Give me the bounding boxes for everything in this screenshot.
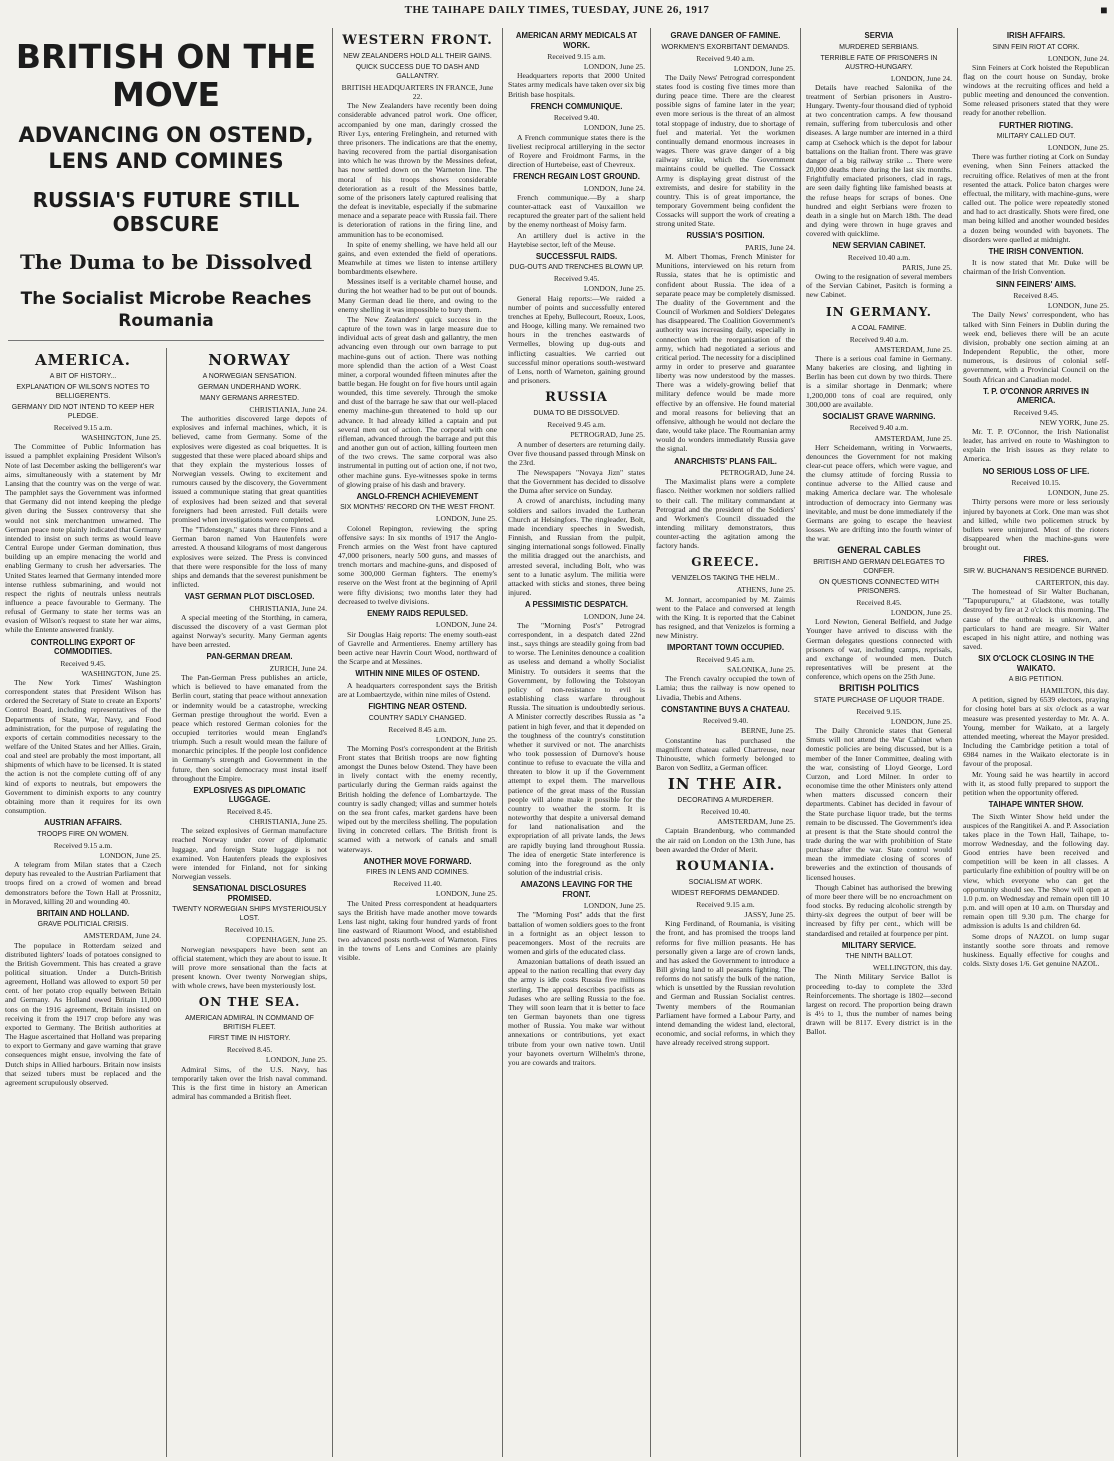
- article-paragraph: The Newspapers "Novaya Jizn" states that the Government has decided to dissolve the Duma after service on Sunday.: [508, 467, 645, 496]
- section-heading: GREECE.: [691, 555, 760, 570]
- article-heading: AMERICAN ARMY MEDICALS AT WORK.: [515, 31, 638, 50]
- section-heading: IN GERMANY.: [826, 304, 932, 319]
- dateline: ZURICH, June 24.: [269, 663, 327, 673]
- subheading: QUICK SUCCESS DUE TO DASH AND GALLANTRY.: [355, 64, 480, 80]
- article-paragraph: The New Zealanders' quick success in the capture of the town was in large measure due to individual acts of great dash and gallantry, the men advancing even through our own barrage to put machine-guns out of action. There was nothing more splendid than the action of a West Coast miner, a corporal wounded fifteen minutes after the battle began. He fought on for five hours until again wounded, this time severely. Through the smoke and dust of the barrage he saw that our well-placed enemy machine-gun threatened to hold up our advance. It had already killed a captain and put several men out of action. The corporal with one rifleman, advanced through the barrage and put this and another gun out of action, killing fourteen men of the two crews. The same corporal was also instrumental in putting out of action one, if not two, other machine guns. Eye-witnesses spoke in terms of glowing praise of his dash and bravery.: [338, 314, 497, 489]
- article-heading: WITHIN NINE MILES OF OSTEND.: [355, 669, 480, 679]
- lead-headlines: [5, 28, 327, 332]
- dateline: HAMILTON, this day.: [1040, 686, 1109, 696]
- article-paragraph: The Sixth Winter Show held under the auspices of the Rangitikei A. and P. Association takes place in the Town Hall, Taihape, to-morrow Wednesday, and the following day. Good entries have been received and competition will be keen in all classes. A particularly fine exhibition of poultry will be on view, which everyone who can get the opportunity should see. The Show will open at 1.0 p.m. on Wednesday and remain open till 10 p.m. and will open at 10 a.m. on Thursday and remain open till 9.30 p.m. The charge for admission is adults 1s and children 6d.: [963, 811, 1109, 931]
- dateline: LONDON, June 25.: [583, 62, 645, 72]
- dateline: SALONIKA, June 25.: [727, 665, 795, 675]
- dateline: LONDON, June 24.: [435, 620, 497, 630]
- dateline: LONDON, June 25.: [435, 514, 497, 524]
- dateline: PARIS, June 25.: [902, 262, 952, 272]
- article-heading: SERVIA: [864, 31, 894, 40]
- received-time: Received 9.45 a.m.: [696, 654, 755, 664]
- article-paragraph: Lord Newton, General Belfield, and Judge Younger have arrived to discuss with the German delegates questions connected with prisoners of war, including camps, reprisals, and exchange of wounded men. Dutch representatives will be present at the conference, which opens on the 25th June.: [806, 617, 952, 682]
- page-corner-mark: ■: [1100, 3, 1108, 17]
- article-paragraph: Thirty persons were more or less seriously injured by bayonets at Cork. One man was shot and killed, while two policemen struck by bullets were uninjured. Most of the rioters disappeared when the machine-guns were brought out.: [963, 497, 1109, 553]
- article-heading: RUSSIA'S POSITION.: [686, 231, 765, 241]
- article-paragraph: French communique.—By a sharp counter-attack east of Vauxaillon we recaptured the greater part of the salient held by the enemy northeast of Moisy farm.: [508, 192, 645, 230]
- column-western-front: [332, 28, 502, 1457]
- received-time: Received 9.40 a.m.: [849, 423, 909, 433]
- article-heading: AMAZONS LEAVING FOR THE FRONT.: [520, 880, 633, 899]
- article-paragraph: Messines itself is a veritable charnel house, and during the hot weather had to be put out of bounds. Many German dead lie there, and owing to the enemy shelling it was impossible to bury them.: [338, 277, 497, 314]
- article-paragraph: Constantine has purchased the magnificent chateau called Chartreuse, near Thinoustte, which formerly belonged to Baron von Sedlitz, a German officer.: [656, 735, 795, 772]
- article-heading: PAN-GERMAN DREAM.: [206, 652, 293, 662]
- article-paragraph: A headquarters correspondent says the British are at Lombaertzyde, within nine miles of Ostend.: [338, 680, 497, 699]
- received-time: Received 10.15.: [1011, 478, 1061, 488]
- article-paragraph: Some drops of NAZOL on lump sugar instantly soothe sore throats and remove huskiness. Equally effective for coughs and colds. Sixty doses 1/6. Get genuine NAZOL.: [963, 931, 1109, 968]
- article-heading: A PESSIMISTIC DESPATCH.: [525, 600, 628, 610]
- section-heading: ON THE SEA.: [198, 995, 301, 1010]
- headline-russia-future: RUSSIA'S FUTURE STILL OBSCURE: [32, 188, 300, 236]
- article-paragraph: The "Morning Post" adds that the first battalion of women soldiers goes to the front in a fortnight as an object lesson to peacemongers. Most of the recruits are women and girls of the educated class.: [508, 910, 645, 956]
- headline-duma: The Duma to be Dissolved: [19, 250, 313, 274]
- received-time: Received 9.15 a.m.: [53, 840, 113, 850]
- article-paragraph: The New York Times' Washington correspondent states that President Wilson has ordered the Secretary of State to create an Exports' Control Board, including representatives of the Departments of State, War, Navy, and Food administration, for the purpose of regulating the exports of certain commodities necessary to the welfare of the United States and her Allies. Grain, coal and steel are probably the most important, all shipments of which have to be licensed. It is stated the action is not the complete cutting off of any kind of exports to neutrals, but empowers the Government to diminish exports to any country obtaining more than it requires for its own consumption.: [5, 677, 161, 816]
- subheading: GERMANY DID NOT INTEND TO KEEP HER PLEDGE.: [11, 404, 155, 420]
- dateline: CHRISTIANIA, June 24.: [249, 405, 327, 414]
- article-paragraph: An artillery duel is active in the Haytebise sector, left of the Meuse.: [508, 230, 645, 249]
- article-paragraph: The homestead of Sir Walter Buchanan, "Tapupurupuru," at Gladstone, was totally destroyed by fire at 2 o'clock this morning. The cause of the outbreak is unknown, and particulars to hand are meagre. Sir Walter escaped in his night attire, and nothing was saved.: [963, 587, 1109, 651]
- dateline: WASHINGTON, June 25.: [81, 668, 161, 678]
- subheading: TWENTY NORWEGIAN SHIPS MYSTERIOUSLY LOST.: [172, 906, 327, 923]
- subheading: WORKMEN'S EXORBITANT DEMANDS.: [661, 43, 790, 51]
- article-heading: SIX O'CLOCK CLOSING IN THE WAIKATO.: [978, 654, 1094, 673]
- section-heading: IN THE AIR.: [667, 775, 784, 794]
- article-heading: FRENCH REGAIN LOST GROUND.: [513, 172, 640, 182]
- dateline: AMSTERDAM, June 25.: [717, 817, 795, 827]
- dateline: CHRISTIANIA, June 24.: [249, 603, 327, 613]
- received-time: Received 11.40.: [393, 879, 442, 889]
- article-paragraph: It is now stated that Mr. Duke will be chairman of the Irish Convention.: [963, 258, 1109, 277]
- received-time: Received 9.40.: [702, 716, 749, 726]
- section-heading: RUSSIA: [545, 390, 608, 406]
- subheading: BRITISH AND GERMAN DELEGATES TO CONFER.: [813, 558, 945, 575]
- article-paragraph: The Daily News' Petrograd correspondent states food is costing five times more than during peace time. There are the clearest possible signs of famine later in the year; even more serious is the threat of an almost total stoppage of industry, due to shortage of fuel and material. Yet the workmen continually demand enormous increases in wages. There was grave danger of a big railway strike, which the Government maintains could be quelled. The Cossack Army is displaying great distrust of the extremists, and desire for stability in the country. This is of great importance, the temporary Government being confident the Cossacks will support the work of creating a strong united State.: [656, 72, 795, 229]
- dateline: LONDON, June 25.: [265, 1055, 327, 1065]
- subheading: SINN FEIN RIOT AT CORK.: [992, 43, 1080, 51]
- article-paragraph: A special meeting of the Storthing, in camera, discussed the discovery of a vast German plot against Norway's security. Many German agents have been arrested.: [172, 612, 327, 650]
- received-time: Received 9.15 a.m.: [53, 423, 113, 432]
- subheading: TROOPS FIRE ON WOMEN.: [37, 830, 129, 838]
- article-paragraph: The New Zealanders have recently been doing considerable advanced patrol work. One officer, accompanied by one man, daringly crossed the River Lys, entering Frelinghein, and returned with three prisoners. The indications are that the enemy, having recovered from the partial disorganisation into which he was thrown by the Messines defeat, has now settled down on the Warneton line. The moral of his troops shows considerable deterioration as a result of the Messines battle, some of the prisoners lately captured realising that the defeat is inevitable, especially if the submarine menace and a separate peace with Russia fail. There is deterioration of rations in the firing line, and ammunition has to be economised.: [338, 101, 497, 239]
- received-time: Received 9.15 a.m.: [696, 899, 755, 909]
- dateline: WASHINGTON, June 25.: [81, 433, 161, 443]
- article-paragraph: The Ninth Military Service Ballot is proceeding to-day to complete the 33rd Reinforcements. The shortage is 1802—second largest on record. The proportion being drawn is 4½ to 1, thus the number of names being drawn will be 8117. Every district is in the Ballot.: [806, 972, 952, 1037]
- article-heading: EXPLOSIVES AS DIPLOMATIC LUGGAGE.: [193, 785, 306, 805]
- article-paragraph: The seized explosives of German manufacture reached Norway under cover of diplomatic luggage, and foreign State luggage is not examined. Von Hautenfers pleads the explosives were intended for Finland, not for sinking Norwegian vessels.: [172, 826, 327, 882]
- article-paragraph: Norwegian newspapers have been sent an official statement, which they are about to issue. It will prove more sensational than the facts at present known. Over twenty Norwegian ships, with whole crews, have been mysteriously lost.: [172, 944, 327, 991]
- received-time: Received 8.45.: [226, 806, 273, 816]
- received-time: Received 8.45.: [226, 1045, 273, 1055]
- dateline: LONDON, June 25.: [583, 901, 645, 911]
- article-heading: NO SERIOUS LOSS OF LIFE.: [982, 466, 1090, 476]
- subheading: A BIT OF HISTORY...: [49, 373, 117, 380]
- subheading: ON QUESTIONS CONNECTED WITH PRISONERS.: [819, 578, 939, 595]
- dateline: LONDON, June 24.: [583, 183, 645, 193]
- article-paragraph: King Ferdinand, of Roumania, is visiting the front, and has promised the troops land reforms for five million peasants. He has personally given a large are of crown lands, and has asked the Government to introduce a Bill giving land to all peasants fighting. The reforms do not satisfy the bulk of the nation, which is unsettled by the Russian revolution and German and Russian Socialist centres. Twenty members of the Roumanian Parliament have formed a Labour Party, and intend demanding the widest land, electoral, economic, and social reforms, in which they have already received strong support.: [656, 919, 795, 1048]
- dateline: LONDON, June 25.: [583, 123, 645, 133]
- dateline: BRITISH HEADQUARTERS IN FRANCE, June 22.: [341, 83, 494, 102]
- dateline: LONDON, June 25.: [583, 284, 645, 294]
- article-paragraph: General Haig reports:—We raided a number of points and successfully entered trenches at Epehy, Bullecourt, Roeux, Loos, and Hooge, killing many. We remained two hours in the trenches eastwards of Vermelles, blowing up dug-outs and inflicting casualties. We carried out successful minor operations south-westward of Lens, north of Warneton, gaining ground and prisoners.: [508, 293, 645, 386]
- article-heading: MILITARY SERVICE.: [841, 940, 917, 950]
- dateline: LONDON, June 24.: [1047, 53, 1109, 63]
- article-paragraph: A petition, signed by 6539 electors, praying for closing hotel bars at six o'clock as a war measure was presented yesterday to Mr. A. A. Young, member for Waikato, at a largely attended meeting, whereat the Mayor presided. Including the Cambridge petition a total of 6984 names in the Waikato electorate is in favour of the proposal.: [963, 695, 1109, 769]
- article-heading: AUSTRIAN AFFAIRS.: [44, 818, 122, 828]
- article-paragraph: The populace in Rotterdam seized and distributed lighters' loads of potatoes consigned to the British Government. This has created a grave political situation. Under a Dutch-British agreement, Holland was allowed to export 50 per cent. of her potato crop equally between Britain and Germany. As Holland owed Britain 11,000 tons on the 1916 agreement, Britain insisted on receiving it from the 1917 crop before any was exported to Germany. The British authorities at The Hague ascertained that Holland was preparing to export to Germany and gave warning that grave consequences might ensue, involving the fate of Dutch ships in Allied harbours. Britain now insists that seized tubers must be replaced and the agreement scrupulously observed.: [5, 940, 161, 1087]
- received-time: Received 10.40.: [700, 807, 751, 817]
- section-heading: ROUMANIA.: [675, 858, 776, 874]
- subheading: THE NINTH BALLOT.: [845, 953, 913, 961]
- article-heading: ANOTHER MOVE FORWARD.: [363, 856, 472, 866]
- dateline: LONDON, June 25.: [733, 63, 795, 73]
- subheading: AMERICAN ADMIRAL IN COMMAND OF BRITISH FLEET.: [185, 1015, 314, 1032]
- received-time: Received 8.45.: [1013, 291, 1059, 301]
- dateline: JASSY, June 25.: [744, 910, 795, 920]
- article-paragraph: Owing to the resignation of several members of the Servian Cabinet, Pasitch is forming a new Cabinet.: [806, 272, 952, 300]
- article-paragraph: A French communique states there is the liveliest reciprocal artillerying in the sector of Royere and Froidmont Farms, in the direction of Hurtebeise, east of Chevreux.: [508, 132, 645, 170]
- article-heading: VAST GERMAN PLOT DISCLOSED.: [184, 592, 315, 602]
- section-heading: WESTERN FRONT.: [342, 33, 493, 48]
- received-time: Received 9.40 a.m.: [696, 53, 755, 63]
- article-heading: NEW SERVIAN CABINET.: [832, 241, 926, 251]
- headline-socialist-microbe: The Socialist Microbe Reaches Roumania: [20, 289, 312, 331]
- article-paragraph: Though Cabinet has authorised the brewing of more beer there will be no encroachment on food stocks. By reducing alcoholic strength by thirty-six degrees the output of beer will be increased by fifty per cent., which will be standardised and retailed at fourpence per pint.: [806, 882, 952, 938]
- article-paragraph: A telegram from Milan states that a Czech deputy has revealed to the Austrian Parliament that troops fired on a crowd of women and bread demonstrators before the Town Hall at Prossnitz, in Moraved, killing 20 and wounding 40.: [5, 860, 161, 906]
- article-paragraph: Captain Brandenburg, who commanded the air raid on London on the 13th June, has been awarded the Order of Merit.: [656, 826, 795, 854]
- article-paragraph: The "Morning Post's" Petrograd correspondent, in a despatch dated 22nd inst., says things are steadily going from bad to worse. The Leninites denounce a coalition as useless and demand a wholly Socialist Ministry. To outsiders it seems that the Government, by following the Tolstoyan policy of non-resistance to evil is establishing class warfare throughout Russia. The situation is undoubtedly serious. A Minister correctly describes Russia as "a patient in high fever, and that it depended on the toughness of the country's constitution whether it survived or not. The anarchists who took possession of Durnove's house continue to refuse to evacuate the villa and threaten to blow it up if the Government attempt to expel them. The marvellous patience of the great mass of the Russian people will alone make it possible for the country to weather the storm. It is noteworthy that despite a universal demand for land nationalisation and the expropriation of all private lands, the Jews are rapidly buying land throughout Russia. The idea of energetic State interference is coming into the foreground as the only solution of the industrial crisis.: [508, 620, 645, 878]
- headline-advancing: ADVANCING ON OSTEND, LENS AND COMINES: [18, 123, 314, 173]
- subheading: MILITARY CALLED OUT.: [996, 133, 1076, 141]
- dateline: LONDON, June 25.: [890, 716, 952, 726]
- dateline: LONDON, June 25.: [435, 889, 497, 899]
- subheading: A COAL FAMINE.: [851, 324, 907, 332]
- column-american-russia: [502, 28, 650, 1457]
- dateline: NEW YORK, June 25.: [1039, 417, 1109, 427]
- article-paragraph: Herr Scheidemann, writing in Vorwaerts, denounces the Government for not making clear-cut peace offers, which were vague, and the clumsy attitude of forcing Russia to continue adverse to the Allied cause and making America declare war. The wholesale introduction of democracy into Germany was inevitable, and must be done immediately if the Germans are going to escape the heaviest losses. We are drifting into the fourth winter of the war.: [806, 442, 952, 544]
- received-time: Received 9.15 a.m.: [547, 52, 606, 61]
- received-time: Received 10.15.: [224, 925, 275, 935]
- received-time: Received 9.45.: [60, 658, 106, 668]
- article-paragraph: Sir Douglas Haig reports: The enemy south-east of Gavrelle and Armentieres. Enemy artillery has been active near Havrin Court Wood, northward of the Scarpe and at Messines.: [338, 629, 497, 667]
- received-time: Received 8.45 a.m.: [388, 724, 447, 734]
- article-paragraph: The authorities discovered large depots of explosives and infernal machines, which, it is believed, came from Germany. Some of the explosives were digested as coal briquettes. It is suggested that these were placed aboard ships and that they explain the mysterious losses of Norwegian vessels. Owing to excitement and rumours caused by the discovery, the Government issued a communique stating that great quantities of explosives had been seized and that several foreigners had been arrested. Full details were promised when investigations were completed.: [172, 414, 327, 524]
- dateline: AMSTERDAM, June 24.: [83, 931, 161, 941]
- dateline: BERNE, June 25.: [741, 726, 795, 736]
- received-time: Received 9.45.: [1013, 407, 1059, 417]
- article-heading: SOCIALIST GRAVE WARNING.: [822, 411, 936, 421]
- article-heading: FIRES.: [1023, 555, 1049, 565]
- column-irish-local: [957, 28, 1114, 1457]
- article-heading: BRITAIN AND HOLLAND.: [36, 908, 130, 918]
- dateline: AMSTERDAM, June 25.: [874, 433, 952, 443]
- subheading: TERRIBLE FATE OF PRISONERS IN AUSTRO-HUNGARY.: [820, 54, 938, 71]
- subheading: DECORATING A MURDERER.: [677, 797, 774, 805]
- dateline: LONDON, June 24.: [890, 73, 952, 83]
- subheading: A NORWEGIAN SENSATION.: [202, 373, 297, 380]
- article-heading: ENEMY RAIDS REPULSED.: [367, 608, 468, 618]
- received-time: Received 10.40 a.m.: [847, 252, 911, 262]
- article-heading: SENSATIONAL DISCLOSURES PROMISED.: [192, 884, 307, 903]
- dateline: LONDON, June 25.: [435, 734, 497, 744]
- article-heading: SINN FEINERS' AIMS.: [996, 279, 1076, 289]
- article-paragraph: There is a serious coal famine in Germany. Many bakeries are closing, and lighting in Berlin has been cut down by two thirds. There is a similar shortage in Denmark; where 1,200,000 tons of coal are required, only 300,000 are available.: [806, 353, 952, 409]
- dateline: PETROGRAD, June 24.: [720, 468, 795, 478]
- article-heading: THE IRISH CONVENTION.: [988, 246, 1084, 256]
- article-heading: ANARCHISTS' PLANS FAIL.: [674, 456, 777, 466]
- subheading: GERMAN UNDERHAND WORK.: [197, 384, 302, 391]
- column-servia-germany: [800, 28, 957, 1457]
- subheading: MURDERED SERBIANS.: [839, 43, 919, 51]
- subheading: FIRES IN LENS AND COMINES.: [366, 869, 469, 877]
- article-paragraph: M. Albert Thomas, French Minister for Munitions, interviewed on his return from Russia, states that he is optimistic and confident about Russia. The idea of a separate peace may be completely dismissed. The duality of the Government and the Council of Workmen and Soldiers' Delegates has disappeared. The Coalition Government's authority was increasing daily, especially in connection with the reorganisation of the army, which had negotiated a serious and critical period. The necessity for a disciplined army in order to preserve and guarantee liberty was now understood by the masses. There was a widely-growing belief that military defence would be made more effective by an offensive. He found material and moral reasons for believing that an offensive, although he would not declare the date, would take place. The Roumanian army would do wonders immediately Russia gave the signal.: [656, 252, 795, 454]
- article-paragraph: A crowd of anarchists, including many soldiers and sailors invaded the Lutheran Church at Helsingfors. The ringleader, Bolt, made incendiary speeches in Swedish, Finnish, and Russian from the pulpit, singing international songs followed. Finally the militia dragged out the anarchists, and arrested several, including Bolt, who was sent to a lunatic asylum. The militia were attacked with sticks and stones, three being injured.: [508, 496, 645, 597]
- article-heading: BRITISH POLITICS: [838, 683, 919, 694]
- article-paragraph: The Morning Post's correspondent at the British Front states that British troops are now fighting amongst the Dunes below Ostend. They have been in lively contact with the enemy recently, particularly during the German raids against the British holding the defence of Lombartzyde. The country is sadly changed; villas and summer hotels on the sea front cafes, market gardens have been wiped out by the merciless shelling. The population living in concreted cellars. The British front is scamed with a network of canals and small waterways.: [338, 743, 497, 854]
- dateline: LONDON, June 25.: [1047, 488, 1109, 498]
- dateline: PARIS, June 24.: [745, 242, 795, 252]
- article-paragraph: The Daily Chronicle states that General Smuts will not attend the War Cabinet when domestic policies are being discussed, but is a member of the Inner Committee, dealing with the war, consisting of Lloyd George, Lord Curzon, and Lord Milner. In order to economise time the other Ministers only attend when matters discussed concern their departments. Cabinet has decided in favour of the State purchase liquor trade, but the terms remain to be discussed. The Government's idea at present is that the State should control the trade during the war with prohibition of State purchase after the war. State control would mean the immediate closing of scores of breweries and the extinction of thousands of licensed houses.: [806, 726, 952, 882]
- subheading: SOCIALISM AT WORK.: [688, 878, 763, 886]
- article-paragraph: In spite of enemy shelling, we have held all our gains, and even extended the field of operations. Meanwhile at times we listen to intense artillery bombardments elsewhere.: [338, 239, 497, 277]
- masthead: [0, 0, 1114, 20]
- section-heading: NORWAY: [208, 351, 291, 369]
- article-paragraph: The French cavalry occupied the town of Lamia; thus the railway is now opened to Livadia, Thebis and Athens.: [656, 674, 795, 702]
- article-paragraph: A number of deserters are returning daily. Over five thousand passed through Minsk on the 23rd.: [508, 439, 645, 467]
- subheading: SIR W. BUCHANAN'S RESIDENCE BURNED.: [963, 567, 1109, 575]
- article-paragraph: Mr. Young said he was heartily in accord with it, as stood fully prepared to support the petition when the opportunity offered.: [963, 769, 1109, 797]
- article-paragraph: The Daily News' correspondent, who has talked with Sinn Feiners in Dublin during the week end, believes there will be an acute division, probably one section aiming at an Independent Republic, the other, more numerous, is desirous of colonial self-government, with a Provincial Council on the South African and Canadian model.: [963, 310, 1109, 384]
- article-paragraph: Colonel Repington, reviewing the spring offensive says: In six months of 1917 the Anglo-French armies on the West front have captured 47,000 prisoners, nearly 500 guns, and masses of trench mortars and machine-guns, and disposed of some 300,000 German fighters. The enemy's reserve on the West front at the beginning of April were fifty divisions; two months later they had decreased to twelve divisions.: [338, 523, 497, 606]
- article-paragraph: The United Press correspondent at headquarters says the British have made another move towards Lens last night, taking four hundred yards of front line eastward of Riaumont Wood, and established two advanced posts north-west of Warneton. Fires in the towns of Lens and Comines are plainly visible.: [338, 898, 497, 963]
- article-heading: IRISH AFFAIRS.: [1006, 31, 1066, 40]
- received-time: Received 9.40.: [553, 113, 600, 123]
- lead-columns: [0, 348, 332, 1457]
- masthead-title: THE TAIHAPE DAILY TIMES, TUESDAY, JUNE 26, 1917: [404, 4, 710, 16]
- article-paragraph: Amazonian battalions of death issued an appeal to the nation recalling that every day the army is idle costs Russia five millions sterling. The appeal describes pacifists as Judases who are selling Russia to the foe. They will soon learn that it is better to face ten German bayonets than one tigress mother of Russia. You make war without annexations or contributions, yet exact tribute from your own native town. Until your bayonets overturn Wilhelm's throne, you are cowards and traitors.: [508, 957, 645, 1067]
- article-heading: TAIHAPE WINTER SHOW.: [988, 800, 1084, 809]
- dateline: CARTERTON, this day.: [1035, 577, 1109, 587]
- article-paragraph: Mr. T. P. O'Connor, the Irish Nationalist leader, has arrived en route to Washington to explain the Irish issues as they relate to America.: [963, 427, 1109, 464]
- subheading: DUG-OUTS AND TRENCHES BLOWN UP.: [509, 264, 644, 272]
- subheading: WIDEST REFORMS DEMANDED.: [671, 889, 780, 897]
- article-paragraph: M. Jonnart, accompanied by M. Zaimis went to the Palace and conversed at length with the King. It is reported that the Cabinet has resigned, and that Venizelos is forming a new Ministry.: [656, 594, 795, 641]
- lead-divider: [8, 340, 324, 341]
- article-paragraph: The Pan-German Press publishes an article, which is believed to have emanated from the Berlin court, stating that peace without annexation or indemnity would be a catastrophe, wrecking German prestige throughout the world. Even a peace which restored German colonies for the occupied territories would mean England's triumph. Such a result would mean the failure of monarchic principles. If the people lost confidence in Germany's strength and Government in the future, then social democracy must instal itself throughout the Empire.: [172, 673, 327, 783]
- article-paragraph: There was further rioting at Cork on Sunday evening, when Sinn Feiners attacked the recruiting office. Relatives of men at the front resented the attack. Police baton charges were effectual, the military, with machine-guns, were called out. The police were repeatedly stoned and had to act drastically. Shots were fired, one man being killed and another wounded besides a dozen being wounded with bayonets. The disorders were quelled at midnight.: [963, 152, 1109, 244]
- column-norway: [166, 348, 332, 1457]
- dateline: WELLINGTON, this day.: [872, 963, 952, 973]
- column-famine-greece: [650, 28, 800, 1457]
- dateline: LONDON, June 24.: [583, 611, 645, 621]
- article-paragraph: Admiral Sims, of the U.S. Navy, has temporarily taken over the Irish naval command. This is the first time in history an American admiral has commanded a British fleet.: [172, 1064, 327, 1102]
- dateline: AMSTERDAM, June 25.: [874, 344, 952, 354]
- article-paragraph: Details have reached Salonika of the treatment of Serbian prisoners in Austro-Hungary. Twenty-four thousand died of typhoid at two concentration camps. A few thousand remain, suffering from tuberculosis and other diseases. A large number are interned in a third camp at Csehock which is the depot for labour battalions on the Italian front. There was grave danger of a big railway strike ... There were 20,000 deaths there during the last six months. Frightfully emaciated prisoners, clad in rags, are seen daily fighting like famished beasts at the refuse heaps for scraps of bones. One hundred and eight Serbians were frozen to death in a single hut on March 18th. The dead and dying were thrown in huge graves and covered with quicklime.: [806, 82, 952, 239]
- article-paragraph: Sinn Feiners at Cork hoisted the Republican flag on the court house on Sunday, broke windows at the recruiting offices and held a public meeting and denounced the convention. Some released prisoners stated that they were ready for another rebellion.: [963, 62, 1109, 118]
- article-heading: GRAVE DANGER OF FAMINE.: [670, 31, 781, 40]
- lead-section: [0, 28, 332, 1457]
- received-time: Received 9.40 a.m.: [849, 334, 909, 344]
- dateline: PETROGRAD, June 25.: [570, 430, 645, 440]
- subheading: DUMA TO BE DISSOLVED.: [533, 410, 620, 418]
- article-heading: FRENCH COMMUNIQUE.: [530, 101, 623, 111]
- received-time: Received 9.15.: [856, 706, 902, 716]
- article-heading: FURTHER RIOTING.: [998, 120, 1074, 130]
- article-heading: CONSTANTINE BUYS A CHATEAU.: [661, 704, 790, 714]
- subheading: FIRST TIME IN HISTORY.: [208, 1035, 291, 1043]
- article-heading: IMPORTANT TOWN OCCUPIED.: [666, 643, 785, 653]
- article-heading: T. P. O'CONNOR ARRIVES IN AMERICA.: [983, 386, 1089, 406]
- article-paragraph: Headquarters reports that 2000 United States army medicals have taken over six big British base hospitals.: [508, 71, 645, 99]
- subheading: A BIG PETITION.: [1008, 676, 1064, 684]
- article-heading: FIGHTING NEAR OSTEND.: [368, 702, 467, 712]
- section-heading: AMERICA.: [35, 351, 131, 369]
- article-heading: SUCCESSFUL RAIDS.: [535, 251, 618, 261]
- received-time: Received 9.45.: [553, 274, 600, 284]
- dateline: COPENHAGEN, June 25.: [246, 935, 327, 945]
- article-heading: ANGLO-FRENCH ACHIEVEMENT: [356, 491, 479, 501]
- subheading: SIX MONTHS' RECORD ON THE WEST FRONT.: [340, 504, 495, 512]
- subheading: VENIZELOS TAKING THE HELM..: [671, 575, 780, 583]
- dateline: LONDON, June 25.: [1047, 143, 1109, 153]
- received-time: Received 8.45.: [856, 597, 902, 607]
- dateline: CHRISTIANIA, June 25.: [249, 817, 327, 827]
- article-paragraph: The Committee of Public Information has issued a pamphlet explaining President Wilson's Note of last December asking the belligerent's war aims, simultaneously with a statement by Mr Lansing that the country was on the verge of war. The pamphlet says the Government was informed that Germany did not intend keeping the pledge given during the Sussex controversy that she would not sink merchantmen unwarned. The German peace note plainly indicated that Germany intended to insist on such terms as would leave Central Europe under German domination, thus building up an empire menacing the world and enabling Germany to crush her adversaries. The United States learned that Germany intended more intense ruthless submarining, and would not respect the rights of neutrals unless neutrals influence a peace favourable to Germany. The refusal of Germany to state her terms was an evasion of Wilson's request to state her war aims, while the Entente answered frankly.: [5, 442, 161, 635]
- received-time: Received 9.45 a.m.: [547, 420, 606, 430]
- dateline: ATHENS, June 25.: [736, 585, 795, 595]
- subheading: GRAVE POLITICIAL CRISIS.: [37, 921, 129, 929]
- subheading: STATE PURCHASE OF LIQUOR TRADE.: [813, 696, 945, 704]
- column-america: [0, 348, 166, 1457]
- dateline: LONDON, June 25.: [99, 850, 161, 860]
- article-heading: CONTROLLING EXPORT OF COMMODITIES.: [30, 637, 136, 657]
- dateline: LONDON, June 25.: [890, 608, 952, 618]
- dateline: LONDON, June 25.: [1047, 301, 1109, 311]
- subheading: EXPLANATION OF WILSON'S NOTES TO BELLIGERENTS.: [16, 384, 150, 400]
- subheading: MANY GERMANS ARRESTED.: [199, 395, 300, 402]
- headline-british-on-the-move: BRITISH ON THE MOVE: [15, 37, 317, 114]
- subheading: COUNTRY SADLY CHANGED.: [368, 714, 467, 722]
- article-paragraph: The Maximalist plans were a complete fiasco. Neither workmen nor soldiers rallied to their call. The military commandant at Petrograd and the president of the Soldiers' and Workmen's Council dissuaded the intending military demonstrators, thus counter-acting the agitation among the factory hands.: [656, 477, 795, 551]
- subheading: NEW ZEALANDERS HOLD ALL THEIR GAINS.: [343, 53, 492, 60]
- article-paragraph: The "Tidenstegn," states that three Finns and a German baron named Von Hautenfels were arrested. A thousand kilograms of most dangerous explosives were seized. The Press is convinced that there were responsible for the loss of many ships and demands that the severest punishment be inflicted.: [172, 525, 327, 589]
- article-heading: GENERAL CABLES: [837, 545, 921, 556]
